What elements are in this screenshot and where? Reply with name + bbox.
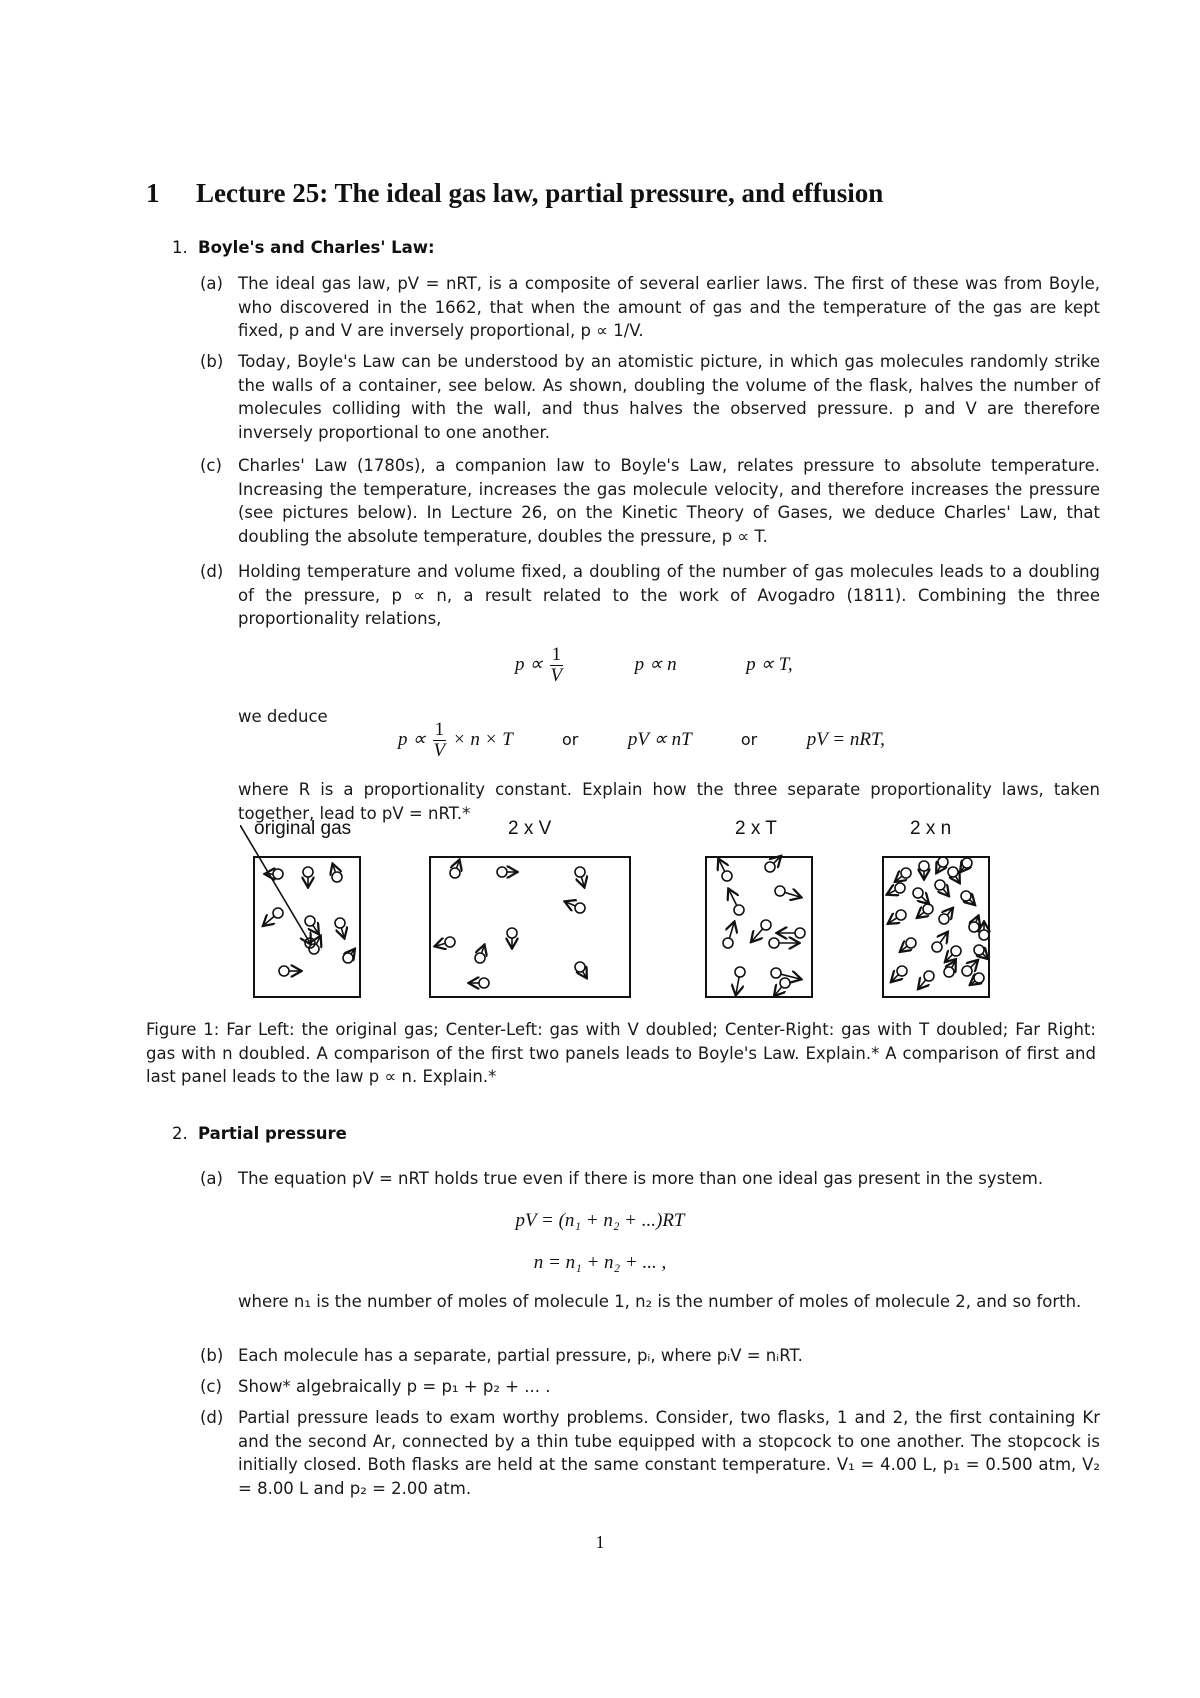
- gas-molecule: [939, 914, 949, 924]
- equation-combined: [398, 720, 885, 761]
- gas-molecule: [962, 858, 972, 868]
- gas-molecule: [765, 862, 775, 872]
- gas-molecule: [735, 967, 745, 977]
- item-2c-label: (c): [200, 1377, 222, 1396]
- item-1c: [200, 454, 1100, 548]
- item-2d-label: (d): [200, 1408, 224, 1427]
- equation-proportionalities: [515, 645, 793, 686]
- gas-molecule: [775, 886, 785, 896]
- velocity-arrow: [729, 923, 734, 938]
- figure-label-2t: 2 x T: [735, 818, 777, 839]
- gas-molecule: [761, 920, 771, 930]
- item-1b: [200, 350, 1100, 444]
- eq2-pv-prop: pV ∝ nT: [627, 728, 692, 750]
- section-number: 1: [146, 178, 160, 208]
- velocity-arrow: [947, 909, 952, 915]
- velocity-arrow: [971, 981, 975, 984]
- gas-molecule: [923, 904, 933, 914]
- velocity-arrow: [351, 950, 354, 954]
- velocity-arrow: [961, 867, 964, 871]
- gas-molecule: [901, 868, 911, 878]
- velocity-arrow: [583, 971, 586, 977]
- velocity-arrow: [919, 980, 926, 988]
- gas-molecule: [935, 880, 945, 890]
- gas-molecule: [906, 938, 916, 948]
- velocity-arrow: [482, 946, 484, 953]
- velocity-arrow: [457, 861, 459, 868]
- item-1-heading: [172, 238, 435, 257]
- gas-molecule: [974, 945, 984, 955]
- velocity-arrow: [341, 928, 344, 937]
- velocity-arrow: [785, 892, 800, 897]
- item-2a-text: The equation pV = nRT holds true even if there is more than one ideal gas present in the system.: [238, 1169, 1044, 1188]
- velocity-arrow: [940, 933, 947, 943]
- item-1b-label: (b): [200, 352, 224, 371]
- figure-label-2v: 2 x V: [508, 818, 552, 839]
- velocity-arrow: [581, 877, 584, 886]
- gas-molecule: [734, 905, 744, 915]
- gas-molecule: [445, 937, 455, 947]
- item-1c-label: (c): [200, 456, 222, 475]
- velocity-arrow: [889, 918, 897, 923]
- fraction-numerator: 1: [551, 644, 562, 665]
- velocity-arrow: [719, 860, 725, 872]
- eq2-or: or: [740, 729, 758, 749]
- figure-1-panels: [240, 825, 1010, 1000]
- gas-molecule: [497, 867, 507, 877]
- gas-molecule: [780, 978, 790, 988]
- gas-molecule: [969, 922, 979, 932]
- gas-molecule: [305, 916, 315, 926]
- velocity-arrow: [264, 916, 274, 925]
- item-2d-text: Partial pressure leads to exam worthy problems. Consider, two flasks, 1 and 2, the first containing Kr and the second Ar, connected by a thin tube equipped with a stopcock to one another. The stopcock is initially closed. Both flasks are held at the same constant temperature. V₁ = 4.00 L, p₁ = 0.500 atm, V₂ = 8.00 L and p₂ = 2.00 atm.: [238, 1408, 1100, 1498]
- velocity-arrow: [566, 902, 575, 906]
- velocity-arrow: [436, 943, 445, 946]
- gas-molecule: [475, 953, 485, 963]
- item-1d: [200, 560, 1100, 631]
- gas-molecule: [951, 946, 961, 956]
- velocity-arrow: [971, 961, 977, 967]
- item-2a-after: where n₁ is the number of moles of molecule 1, n₂ is the number of moles of molecule 2, and so forth.: [238, 1292, 1082, 1311]
- gas-molecule: [795, 928, 805, 938]
- eq2-times: × n × T: [452, 728, 513, 750]
- item-2a-label: (a): [200, 1169, 223, 1188]
- eq2-p-prop: p ∝: [398, 728, 426, 750]
- item-1a-label: (a): [200, 274, 223, 293]
- gas-molecule: [897, 966, 907, 976]
- item-2b: [200, 1344, 1100, 1368]
- gas-molecule: [771, 968, 781, 978]
- gas-molecule: [335, 918, 345, 928]
- gas-molecule: [723, 938, 733, 948]
- eq-p-inverse-v: p ∝: [515, 653, 543, 675]
- item-1d-after: where R is a proportionality constant. Explain how the three separate proportionality laws, taken together, lead to pV = nRT.*: [238, 780, 1100, 823]
- velocity-arrow: [922, 897, 928, 903]
- gas-molecule: [919, 861, 929, 871]
- gas-molecule: [479, 978, 489, 988]
- velocity-arrow: [956, 876, 959, 882]
- gas-molecule: [279, 966, 289, 976]
- fraction-numerator: 1: [434, 719, 445, 740]
- velocity-arrow: [333, 865, 335, 872]
- eq2-ideal-gas: pV = nRT,: [806, 728, 885, 750]
- velocity-arrow: [943, 889, 948, 895]
- gas-molecule: [948, 867, 958, 877]
- gas-molecule: [575, 962, 585, 972]
- velocity-arrow: [316, 937, 320, 945]
- item-2b-label: (b): [200, 1346, 224, 1365]
- fraction: [550, 645, 564, 686]
- gas-molecule: [575, 867, 585, 877]
- item-1-title: Boyle's and Charles' Law:: [198, 238, 435, 257]
- item-1a-text: The ideal gas law, pV = nRT, is a composite of several earlier laws. The first of these was from Boyle, who discovered in the 1662, that when the amount of gas and the temperature of the gas are kept fixed, p and V are inversely proportional, p ∝ 1/V.: [238, 274, 1100, 340]
- page-number: 1: [595, 1532, 605, 1552]
- item-2-label: 2.: [172, 1124, 188, 1143]
- velocity-arrow: [240, 825, 310, 943]
- gas-molecule: [575, 903, 585, 913]
- eq-p-n: p ∝ n: [634, 653, 677, 675]
- velocity-arrow: [736, 977, 739, 994]
- gas-molecule: [979, 930, 989, 940]
- gas-molecule: [962, 966, 972, 976]
- velocity-arrow: [313, 925, 318, 933]
- panel-double-volume: [430, 857, 630, 997]
- item-2-heading: [172, 1124, 347, 1143]
- velocity-arrow: [729, 890, 737, 906]
- item-1d-label: (d): [200, 562, 224, 581]
- velocity-arrow: [918, 912, 924, 917]
- gas-molecule: [944, 967, 954, 977]
- item-1b-text: Today, Boyle's Law can be understood by an atomistic picture, in which gas molecules randomly strike the walls of a container, see below. As shown, doubling the volume of the flask, halves the number of molecules colliding with the wall, and thus halves the observed pressure. p and V are therefore inversely proportional to one another.: [238, 352, 1100, 442]
- gas-molecule: [273, 869, 283, 879]
- item-1c-text: Charles' Law (1780s), a companion law to Boyle's Law, relates pressure to absolute temperature. Increasing the temperature, increases the gas molecule velocity, and therefore increases the pressure (see pictures below). In Lecture 26, on the Kinetic Theory of Gases, we deduce Charles' Law, that doubling the absolute temperature, doubles the pressure, p ∝ T.: [238, 456, 1100, 546]
- item-2b-text: Each molecule has a separate, partial pressure, pᵢ, where pᵢV = nᵢRT.: [238, 1346, 803, 1365]
- item-2a: [200, 1167, 1100, 1191]
- gas-molecule: [273, 908, 283, 918]
- eq2-or: or: [561, 729, 579, 749]
- gas-molecule: [722, 871, 732, 881]
- gas-molecule: [895, 883, 905, 893]
- gas-molecule: [332, 872, 342, 882]
- velocity-arrow: [888, 890, 896, 894]
- gas-molecule: [896, 910, 906, 920]
- equation-n-sum: n = n₁ + n₂ + ... ,: [533, 1252, 667, 1273]
- velocity-arrow: [752, 929, 763, 941]
- section-title: [146, 178, 883, 209]
- figure-label-original: original gas: [254, 818, 352, 839]
- gas-molecule: [932, 942, 942, 952]
- item-2c-text: Show* algebraically p = p₁ + p₂ + ... .: [238, 1377, 551, 1396]
- gas-molecule: [938, 857, 948, 867]
- velocity-arrow: [896, 876, 902, 881]
- item-1-label: 1.: [172, 238, 188, 257]
- fraction-denominator: V: [433, 740, 446, 761]
- figure-caption: Figure 1: Far Left: the original gas; Center-Left: gas with V doubled; Center-Right: gas with T doubled; Far Right: gas with n doubled. A comparison of the first two panels leads to Boyle's Law. Explain.* A comparison of first and last panel leads to the law p ∝ n. Explain.*: [146, 1020, 1096, 1086]
- we-deduce: we deduce: [238, 707, 328, 726]
- figure-label-2n: 2 x n: [910, 818, 952, 839]
- item-2-title: Partial pressure: [198, 1124, 347, 1143]
- item-1a: [200, 272, 1100, 343]
- velocity-arrow: [946, 955, 952, 961]
- item-1d-text: Holding temperature and volume fixed, a doubling of the number of gas molecules leads to a doubling of the pressure, p ∝ n, a result related to the work of Avogadro (1811). Combining the three proportionality relations,: [238, 562, 1100, 628]
- velocity-arrow: [775, 987, 782, 995]
- item-2c: [200, 1375, 1100, 1399]
- gas-molecule: [974, 973, 984, 983]
- velocity-arrow: [901, 946, 907, 951]
- velocity-arrow: [983, 954, 987, 958]
- gas-molecule: [450, 868, 460, 878]
- gas-molecule: [913, 888, 923, 898]
- item-2d: [200, 1406, 1100, 1500]
- velocity-arrow: [937, 866, 940, 872]
- equation-partial-sum: pV = (n₁ + n₂ + ...)RT: [515, 1210, 685, 1231]
- figure-1: [240, 818, 1010, 1000]
- gas-molecule: [343, 953, 353, 963]
- velocity-arrow: [970, 900, 974, 904]
- velocity-arrow: [892, 975, 898, 981]
- velocity-arrow: [976, 917, 978, 922]
- gas-molecule: [961, 891, 971, 901]
- section-title-text: Lecture 25: The ideal gas law, partial pressure, and effusion: [196, 178, 884, 208]
- fraction-denominator: V: [550, 665, 563, 686]
- velocity-arrow: [952, 962, 955, 968]
- fraction: [433, 720, 447, 761]
- gas-molecule: [769, 938, 779, 948]
- gas-molecule: [303, 867, 313, 877]
- gas-molecule: [507, 928, 517, 938]
- eq-p-t: p ∝ T,: [746, 653, 793, 675]
- gas-molecule: [924, 971, 934, 981]
